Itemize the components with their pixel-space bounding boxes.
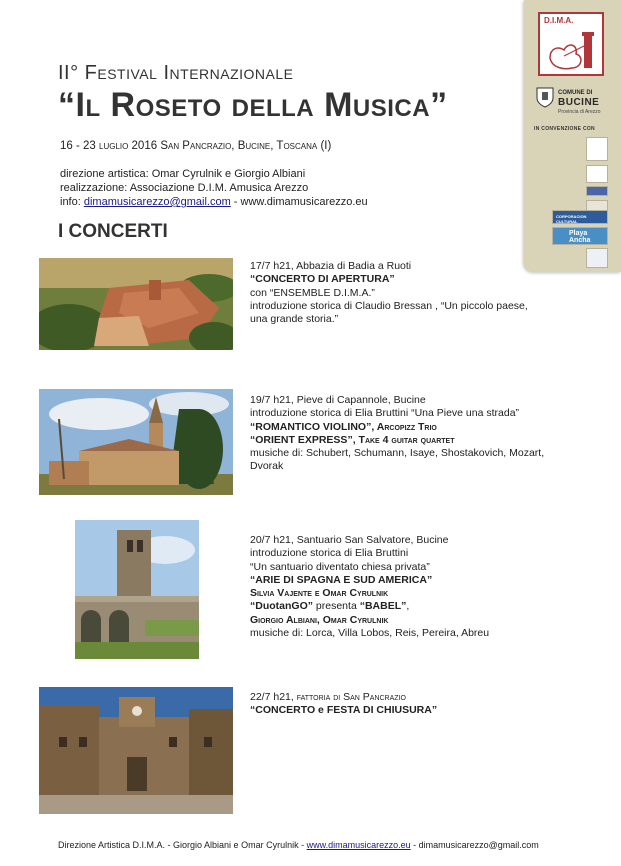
concert-3-intro-title: “Un santuario diventato chiesa privata” <box>250 560 430 573</box>
concert-4-title: “CONCERTO e FESTA DI CHIUSURA” <box>250 704 438 717</box>
pieve-photo <box>39 389 233 495</box>
concert-3-duo: “DuotanGO” <box>250 600 313 613</box>
bucine-small-text: COMUNE DI <box>558 90 593 96</box>
festival-subtitle: II° Festival Internazionale <box>58 62 294 84</box>
concert-1-ensemble: con “ENSEMBLE D.I.M.A.” <box>250 286 375 299</box>
concert-1-when: 17/7 h21, Abbazia di Badia a Ruoti <box>250 260 412 272</box>
concert-2-program-1 <box>250 421 580 434</box>
concert-2-when: 19/7 h21, Pieve di Capannole, Bucine <box>250 394 426 406</box>
crest-icon <box>536 86 554 108</box>
footer <box>58 840 539 850</box>
concert-3-babel: “BABEL” <box>359 600 407 613</box>
convenzione-label: IN CONVENZIONE CON <box>534 126 595 132</box>
concert-2-title-1: “ROMANTICO VIOLINO” <box>250 420 372 433</box>
concert-3-performers-2: Giorgio Albiani, Omar Cyrulnik <box>250 613 389 626</box>
festival-dates: 16 - 23 luglio 2016 San Pancrazio, Bucine, Toscana (I) <box>60 140 332 152</box>
concert-3-title: “ARIE DI SPAGNA E SUD AMERICA” <box>250 573 433 586</box>
sponsor-logo <box>586 137 608 161</box>
concert-2-composers-cont: Dvorak <box>250 460 284 473</box>
concert-2-title-2: “ORIENT EXPRESS” <box>250 433 353 446</box>
sponsor-logo <box>552 227 608 245</box>
concert-3-performers-1: Silvia Vajente e Omar Cyrulnik <box>250 587 389 600</box>
concert-1-title: “CONCERTO DI APERTURA” <box>250 273 395 286</box>
concert-4-when <box>250 691 580 704</box>
concert-4-date: 22/7 h21, <box>250 691 297 703</box>
concert-2-program-2 <box>250 434 580 447</box>
info-suffix: - www.dimamusicarezzo.eu <box>230 196 368 208</box>
credits <box>60 167 368 209</box>
abbey-photo <box>39 258 233 350</box>
concert-2-details <box>250 394 580 474</box>
concert-3-program <box>250 600 580 613</box>
info-prefix: info: <box>60 196 84 208</box>
info-line <box>60 195 368 209</box>
concert-3-composers: musiche di: Lorca, Villa Lobos, Reis, Pereira, Abreu <box>250 627 490 640</box>
santuario-photo <box>75 520 199 659</box>
guitar-tower-icon <box>544 28 600 72</box>
direction-line: direzione artistica: Omar Cyrulnik e Giorgio Albiani <box>60 168 306 180</box>
footer-suffix: - dimamusicarezzo@gmail.com <box>410 840 539 850</box>
bucine-big-text: BUCINE <box>558 97 600 108</box>
dima-logo-text: D.I.M.A. <box>544 16 574 25</box>
concert-4-venue: fattoria di San Pancrazio <box>296 691 406 703</box>
sponsor-logo <box>586 165 608 183</box>
sponsor-f-text: Playa Ancha <box>569 230 591 244</box>
fattoria-photo <box>39 687 233 814</box>
sponsor-e-text: CORPORACION CULTURAL <box>556 214 587 224</box>
sponsor-logo <box>586 248 608 268</box>
concert-1-intro-cont: una grande storia.” <box>250 313 339 326</box>
dima-logo <box>538 12 604 76</box>
footer-website-link[interactable]: www.dimamusicarezzo.eu <box>306 840 411 850</box>
concert-1-intro: introduzione storica di Claudio Bressan , “Un piccolo paese, <box>250 299 528 312</box>
concert-3-intro: introduzione storica di Elia Bruttini <box>250 547 409 560</box>
concert-2-performer-1: , Arcopizz Trio <box>371 420 437 433</box>
sponsor-logo <box>552 210 608 224</box>
footer-prefix: Direzione Artistica D.I.M.A. - Giorgio Albiani e Omar Cyrulnik - <box>58 840 307 850</box>
section-title: I CONCERTI <box>58 221 168 242</box>
concert-3-comma: , <box>406 600 410 613</box>
concert-2-composers: musiche di: Schubert, Schumann, Isaye, Shostakovich, Mozart, <box>250 447 545 460</box>
concert-1-details <box>250 260 580 326</box>
concert-2-performer-2: , Take 4 guitar quartet <box>352 433 455 446</box>
concert-3-when: 20/7 h21, Santuario San Salvatore, Bucine <box>250 534 449 546</box>
concert-3-details <box>250 534 580 640</box>
festival-title: “Il Roseto della Musica” <box>58 86 448 124</box>
concert-4-details <box>250 691 580 718</box>
bucine-sub-text: Provincia di Arezzo <box>558 109 601 115</box>
sponsor-panel <box>524 0 621 272</box>
sponsor-logo <box>586 186 608 196</box>
bucine-logo <box>536 86 610 116</box>
concert-2-intro: introduzione storica di Elia Bruttini “Una Pieve una strada” <box>250 407 520 420</box>
info-email-link[interactable]: dimamusicarezzo@gmail.com <box>83 196 231 208</box>
production-line: realizzazione: Associazione D.I.M. Amusica Arezzo <box>60 182 309 194</box>
concert-3-presenta: presenta <box>313 600 360 613</box>
